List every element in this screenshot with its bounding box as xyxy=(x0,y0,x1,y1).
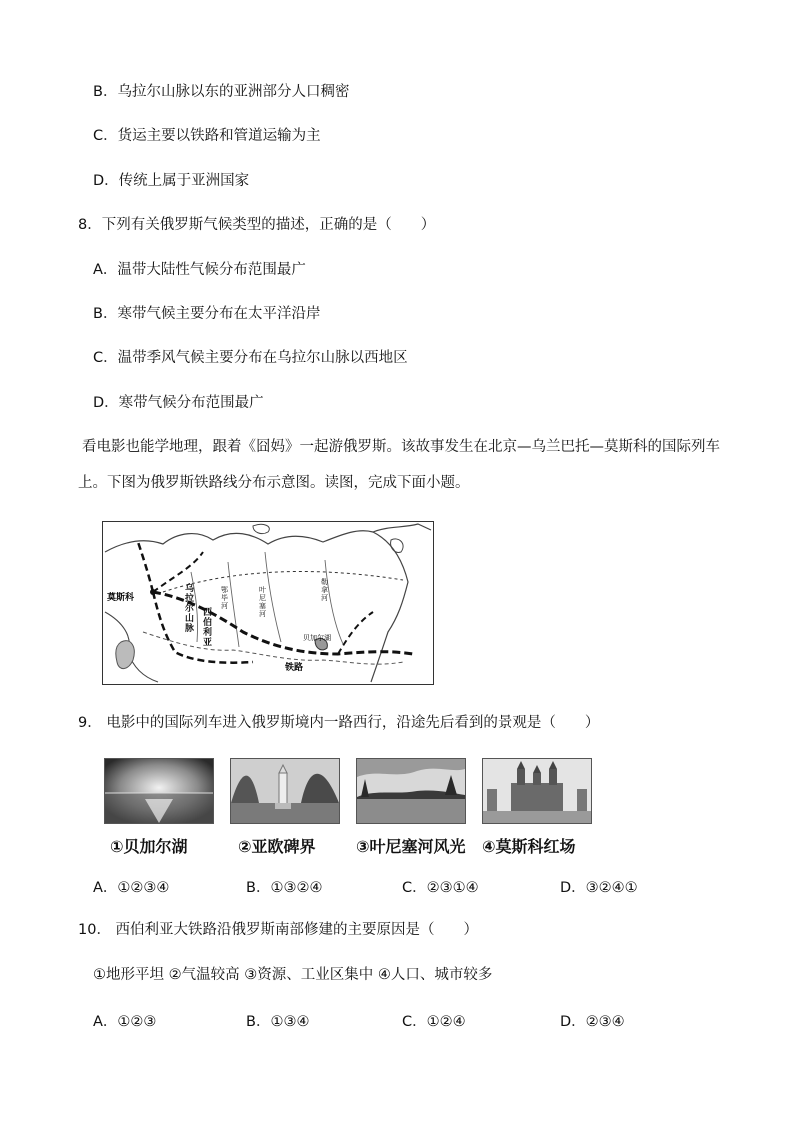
caption-1: ①贝加尔湖 xyxy=(110,837,188,856)
photo-yenisei-river xyxy=(356,758,466,824)
q9-option-d: D．③②④① xyxy=(560,880,638,896)
q7-option-d: D．传统上属于亚洲国家 xyxy=(93,173,250,189)
q8-option-c: C．温带季风气候主要分布在乌拉尔山脉以西地区 xyxy=(93,350,408,366)
caption-2: ②亚欧碑界 xyxy=(238,837,316,856)
q10-option-a: A．①②③ xyxy=(93,1014,157,1030)
q10-stem: 10． 西伯利亚大铁路沿俄罗斯南部修建的主要原因是（ ） xyxy=(78,922,479,938)
q8-option-a: A．温带大陆性气候分布范围最广 xyxy=(93,262,306,278)
q8-option-d: D．寒带气候分布范围最广 xyxy=(93,395,264,411)
q8-stem: 8．下列有关俄罗斯气候类型的描述，正确的是（ ） xyxy=(78,217,436,233)
q9-option-a: A．①②③④ xyxy=(93,880,170,896)
russia-railway-map xyxy=(102,521,434,685)
q9-option-c: C．②③①④ xyxy=(402,880,479,896)
photo-red-square xyxy=(482,758,592,824)
caption-4: ④莫斯科红场 xyxy=(482,837,576,856)
map-label-lena: 勒拿河 xyxy=(321,578,328,602)
map-label-baikal: 贝加尔湖 xyxy=(303,634,331,642)
map-label-ural: 乌拉尔山脉 xyxy=(185,584,195,634)
q10-option-b: B．①③④ xyxy=(246,1014,310,1030)
q9-option-b: B．①③②④ xyxy=(246,880,323,896)
photo-baikal xyxy=(104,758,214,824)
map-label-yenisei: 叶尼塞河 xyxy=(259,586,266,618)
q10-option-c: C．①②④ xyxy=(402,1014,466,1030)
q10-option-d: D．②③④ xyxy=(560,1014,625,1030)
q10-items: ①地形平坦 ②气温较高 ③资源、工业区集中 ④人口、城市较多 xyxy=(93,967,493,983)
map-label-moscow: 莫斯科 xyxy=(107,593,135,603)
map-label-ob: 鄂毕河 xyxy=(221,586,228,610)
q8-option-b: B．寒带气候主要分布在太平洋沿岸 xyxy=(93,306,321,322)
map-label-railway: 铁路 xyxy=(285,663,304,673)
photo-europe-asia-obelisk xyxy=(230,758,340,824)
q7-option-b: B．乌拉尔山脉以东的亚洲部分人口稠密 xyxy=(93,84,350,100)
reading-intro: 看电影也能学地理，跟着《囧妈》一起游俄罗斯。该故事发生在北京—乌兰巴托—莫斯科的国际列车上。下图为俄罗斯铁路线分布示意图。读图，完成下面小题。 xyxy=(78,439,720,491)
q7-option-c: C．货运主要以铁路和管道运输为主 xyxy=(93,128,321,144)
caption-3: ③叶尼塞河风光 xyxy=(356,837,466,856)
q9-stem: 9． 电影中的国际列车进入俄罗斯境内一路西行，沿途先后看到的景观是（ ） xyxy=(78,715,600,731)
map-label-west-siberia: 西伯利亚 xyxy=(203,608,213,648)
